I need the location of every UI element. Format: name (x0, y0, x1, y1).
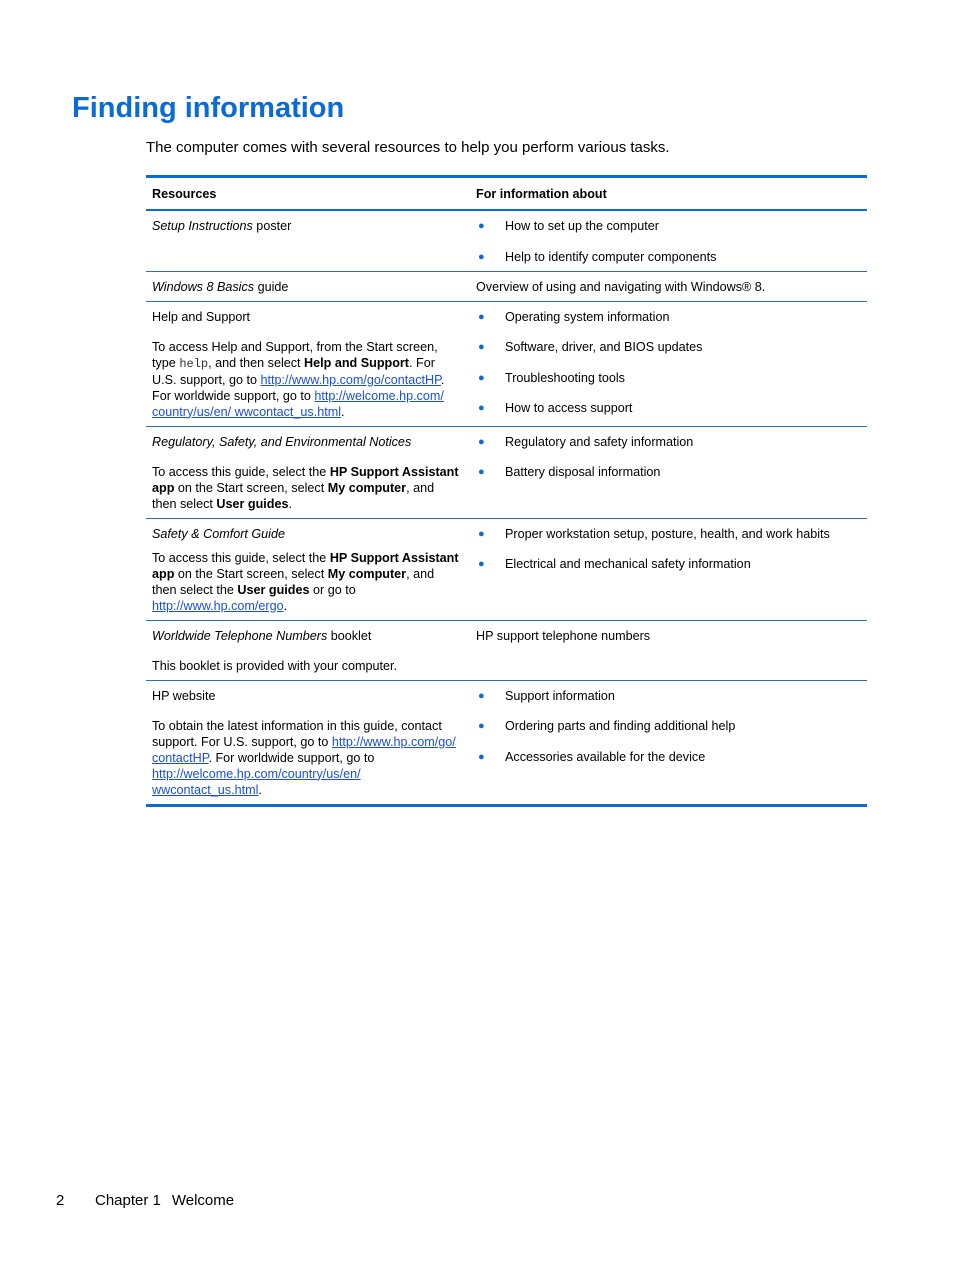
list-item (476, 309, 861, 325)
resource-suffix: guide (254, 279, 289, 294)
us-support-link[interactable]: http://www.hp.com/go/contactHP (260, 372, 441, 387)
text-run: To access Help and Support, from the Start screen, type (152, 339, 438, 370)
chapter-label: Chapter 1 (95, 1192, 161, 1209)
resource-name: Safety & Comfort Guide (152, 526, 285, 541)
table-row (146, 680, 867, 805)
text-run: , and then select the (152, 566, 435, 597)
info-cell (470, 518, 867, 620)
header-information: For information about (470, 177, 867, 211)
text-run: , and then select (208, 355, 305, 370)
info-cell (470, 210, 867, 271)
list-item-text: Operating system information (505, 309, 670, 324)
table-row (146, 271, 867, 301)
list-item-text: Support information (505, 688, 615, 703)
list-item (476, 718, 861, 734)
resource-suffix: poster (252, 219, 292, 233)
bold-text: My computer (327, 566, 407, 581)
list-item (476, 556, 861, 572)
list-item-text: Help to identify computer components (505, 249, 717, 264)
resources-table (146, 175, 867, 807)
list-item (476, 400, 861, 416)
resource-cell (146, 518, 470, 620)
bullet-icon: ● (478, 371, 485, 384)
resource-name: Windows 8 Basics (152, 279, 255, 294)
bullet-icon: ● (478, 250, 485, 263)
resource-cell (146, 426, 470, 518)
resource-description (152, 718, 460, 798)
text-run: To access this guide, select the (152, 550, 330, 565)
list-item (476, 434, 861, 450)
info-list (476, 309, 861, 417)
list-item (476, 249, 861, 265)
bullet-icon: ● (478, 402, 485, 414)
resource-name: Regulatory, Safety, and Environmental Notices (152, 434, 412, 449)
resource-name: Setup Instructions (152, 219, 253, 233)
table-row (146, 518, 867, 620)
bullet-icon: ● (478, 466, 485, 478)
list-item (476, 688, 861, 704)
list-item (476, 218, 861, 234)
list-item-text: Proper workstation setup, posture, health, and work habits (505, 526, 830, 541)
bold-text: Help and Support (304, 355, 409, 370)
list-item (476, 339, 861, 355)
resource-description: This booklet is provided with your computer. (152, 658, 397, 673)
info-list (476, 688, 861, 765)
resource-cell (146, 620, 470, 680)
info-cell (470, 301, 867, 426)
text-run: . (283, 598, 288, 613)
ergo-link[interactable]: http://www.hp.com/ergo (152, 598, 284, 613)
list-item-text: Accessories available for the device (505, 749, 706, 764)
list-item (476, 749, 861, 765)
list-item-text: Software, driver, and BIOS updates (505, 340, 703, 354)
bullet-icon: ● (478, 750, 485, 763)
resource-description (152, 550, 460, 614)
text-run: on the Start screen, select (174, 480, 328, 495)
info-cell (470, 426, 867, 518)
info-cell: HP support telephone numbers (470, 620, 867, 680)
list-item-text: How to set up the computer (505, 219, 660, 233)
table-header-row (146, 177, 867, 211)
table-row (146, 301, 867, 426)
list-item (476, 370, 861, 386)
text-run: To access this guide, select the (152, 464, 330, 479)
bullet-icon: ● (478, 527, 485, 540)
resource-cell (146, 301, 470, 426)
text-run: or go to (309, 582, 356, 597)
resource-name: Worldwide Telephone Numbers (152, 628, 328, 643)
bullet-icon: ● (478, 310, 485, 323)
text-run: . (288, 496, 293, 511)
text-run: . (341, 404, 345, 419)
list-item-text: Ordering parts and finding additional help (505, 719, 736, 733)
bold-text: My computer (327, 480, 407, 495)
info-list (476, 218, 861, 265)
bullet-icon: ● (478, 220, 485, 232)
bold-text: User guides (237, 582, 310, 597)
bullet-icon: ● (478, 341, 485, 353)
list-item-text: Electrical and mechanical safety information (505, 557, 751, 571)
bullet-icon: ● (478, 689, 485, 702)
list-item-text: Regulatory and safety information (505, 434, 694, 449)
info-cell: Overview of using and navigating with Windows® 8. (470, 271, 867, 301)
bold-text: HP Support Assistant app (152, 464, 459, 495)
worldwide-support-link[interactable]: http://welcome.hp.com/country/us/en/ wwcontact_us.html (152, 766, 361, 797)
bold-text: User guides (216, 496, 289, 511)
list-item-text: Battery disposal information (505, 465, 661, 479)
text-run: . For worldwide support, go to (152, 372, 445, 403)
section-label: Welcome (171, 1192, 235, 1209)
resource-description (152, 464, 460, 512)
list-item (476, 464, 861, 480)
intro-paragraph: The computer comes with several resources to help you perform various tasks. (146, 139, 670, 156)
table-row (146, 620, 867, 680)
page-title: Finding information (72, 92, 345, 124)
list-item-text: How to access support (505, 401, 633, 415)
worldwide-support-link[interactable]: http://welcome.hp.com/ country/us/en/ wwcontact_us.html (152, 388, 444, 419)
info-list (476, 526, 861, 573)
info-list (476, 434, 861, 481)
text-run: on the Start screen, select (174, 566, 328, 581)
list-item-text: Troubleshooting tools (505, 370, 625, 385)
text-run: . For worldwide support, go to (208, 750, 375, 765)
resource-name: HP website (152, 688, 216, 703)
us-support-link[interactable]: http://www.hp.com/go/ contactHP (152, 734, 456, 765)
text-run: To obtain the latest information in this guide, contact support. For U.S. support, go to (152, 718, 442, 749)
list-item (476, 526, 861, 542)
resource-description (152, 339, 460, 420)
text-run: , and then select (152, 480, 435, 511)
resource-name: Help and Support (152, 309, 251, 324)
resource-cell (146, 210, 470, 271)
resource-suffix: booklet (327, 628, 372, 643)
bullet-icon: ● (478, 558, 485, 570)
resource-cell (146, 680, 470, 805)
table-row (146, 210, 867, 271)
bullet-icon: ● (478, 435, 485, 448)
page-footer (56, 1192, 234, 1210)
resource-cell (146, 271, 470, 301)
table-row (146, 426, 867, 518)
page-number: 2 (56, 1192, 65, 1209)
bold-text: HP Support Assistant app (152, 550, 459, 581)
command-code: help (179, 356, 209, 371)
bullet-icon: ● (478, 720, 485, 732)
text-run: . For U.S. support, go to (152, 355, 435, 387)
info-cell (470, 680, 867, 805)
text-run: . (258, 782, 262, 797)
header-resources: Resources (146, 177, 470, 211)
